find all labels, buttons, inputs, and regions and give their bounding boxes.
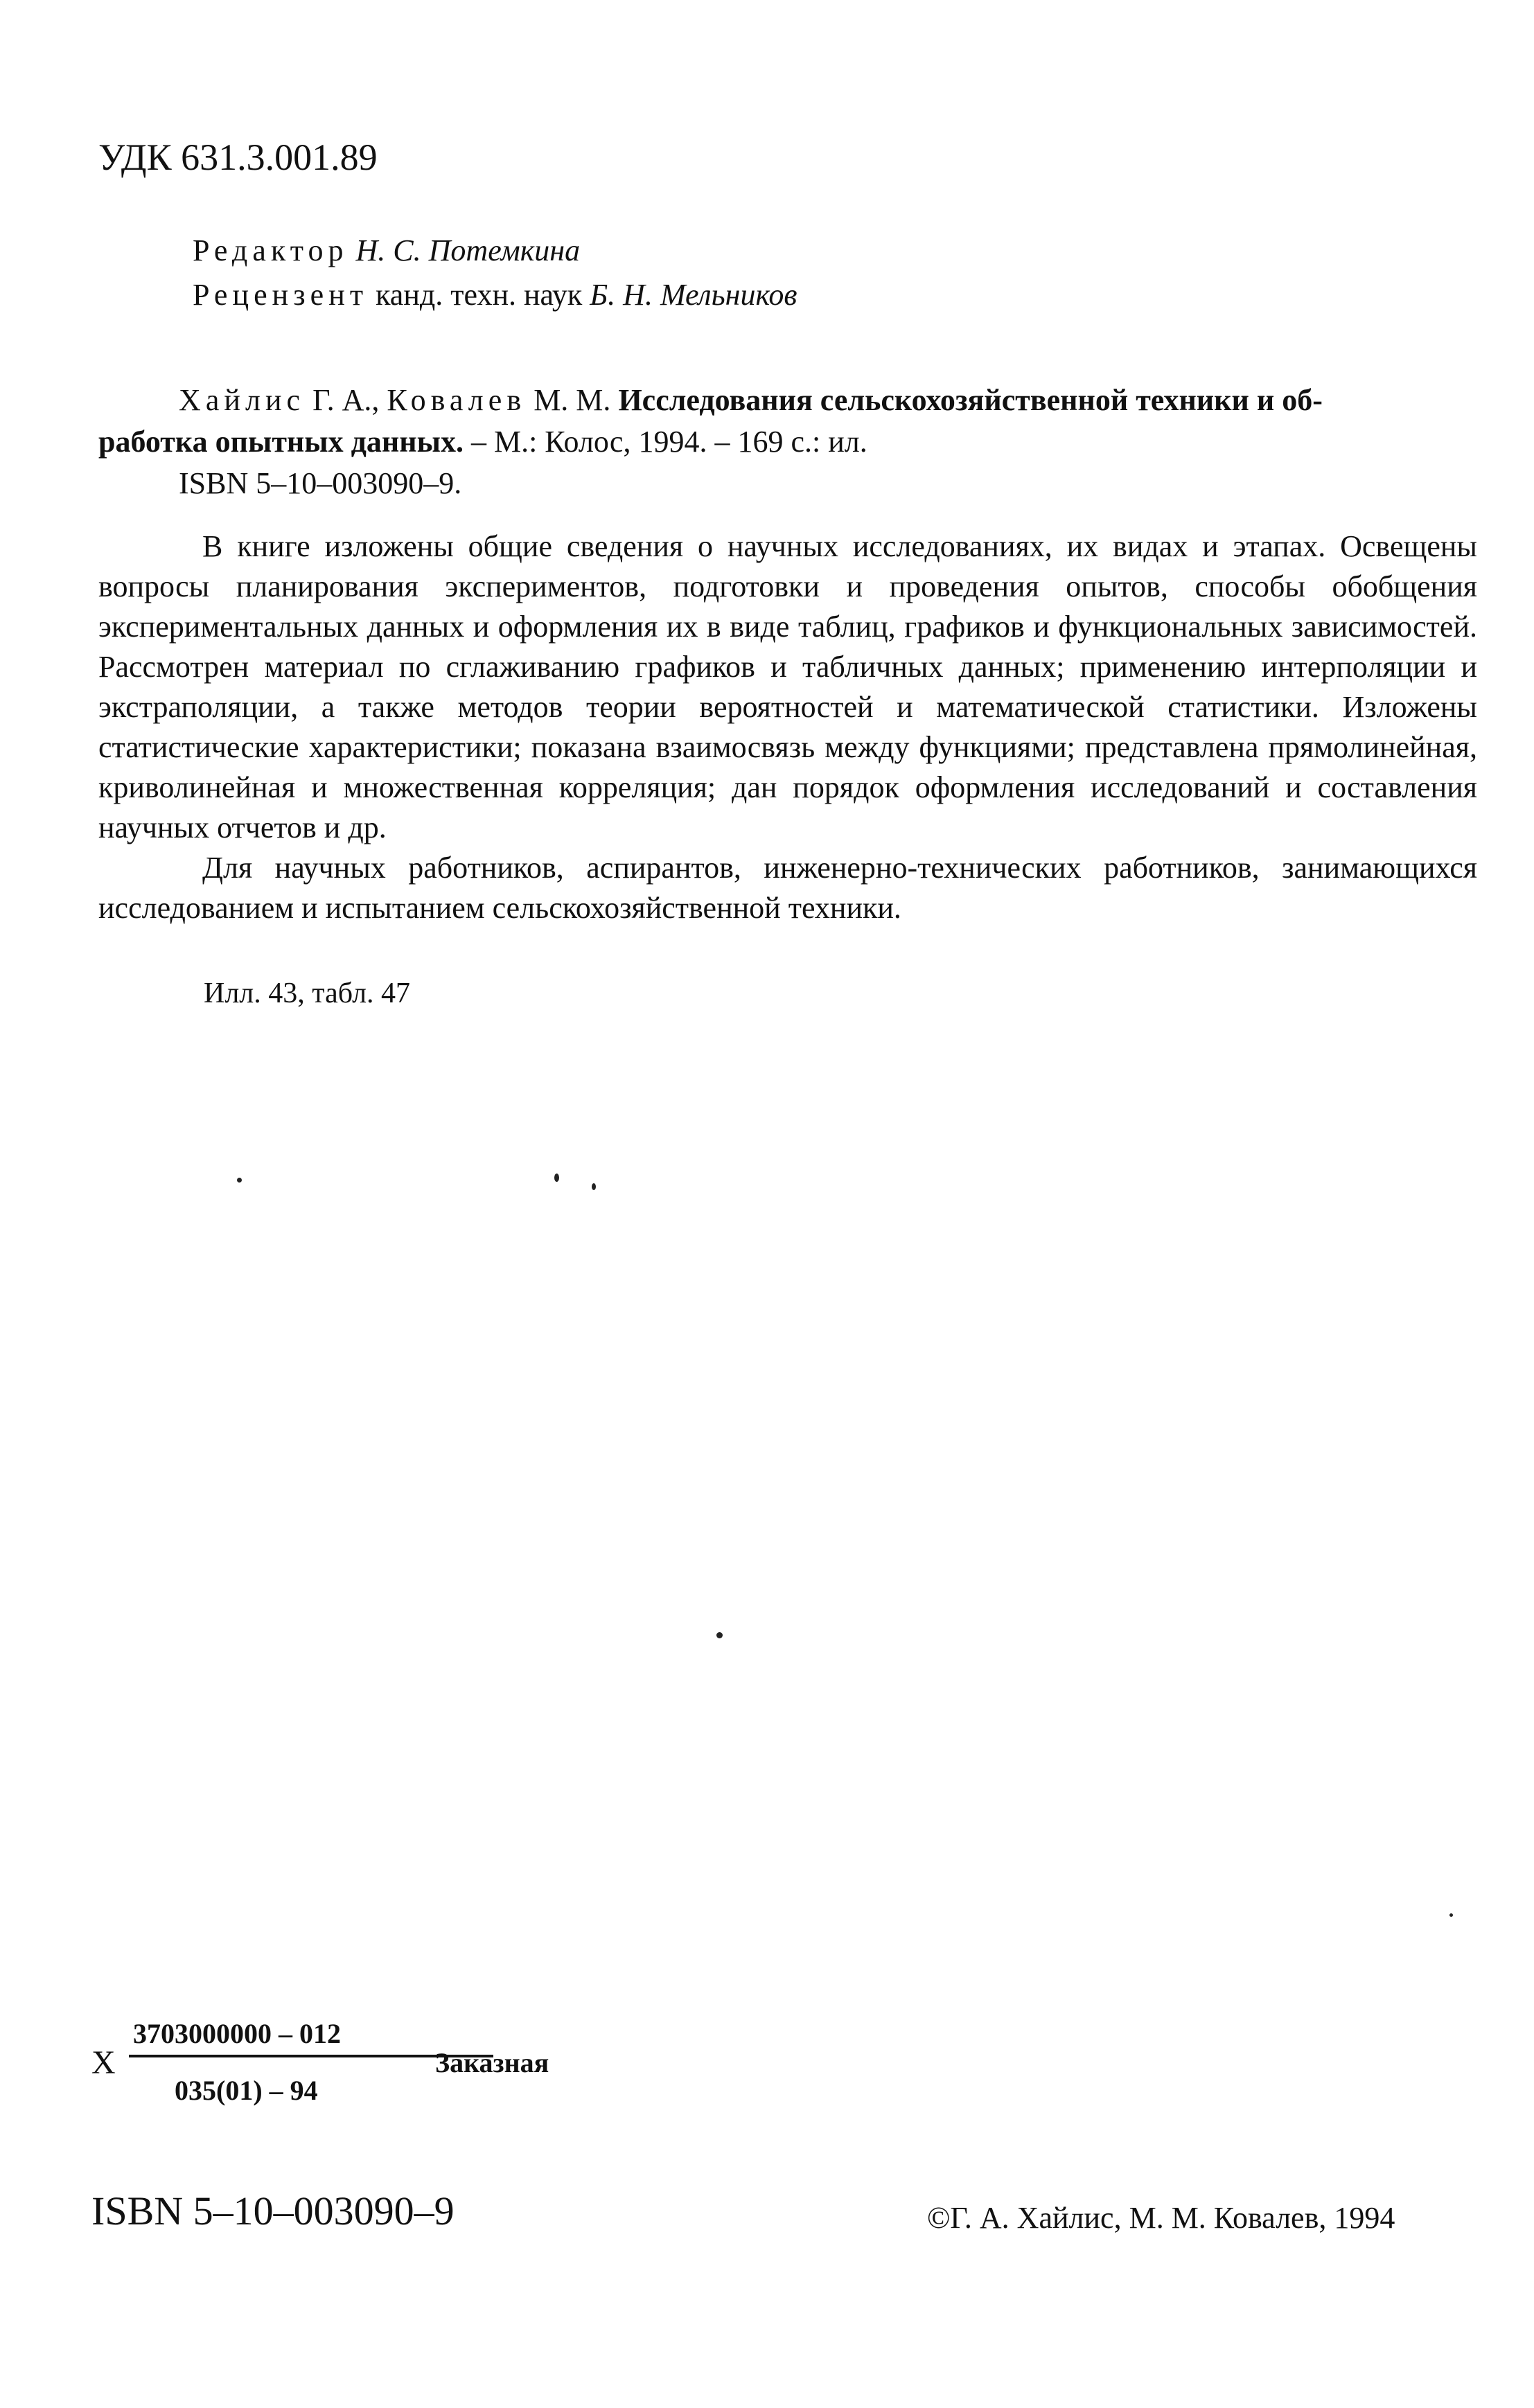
book-title-part2: работка опытных данных. — [98, 425, 464, 459]
reviewer-label: Рецензент — [193, 278, 369, 312]
isbn: ISBN 5–10–003090–9 — [91, 2188, 455, 2233]
annotation — [98, 526, 1477, 928]
editor-label: Редактор — [193, 233, 349, 267]
reviewer-name: Б. Н. Мельников — [590, 278, 797, 312]
scan-speck — [1449, 1913, 1453, 1917]
audience-paragraph: Для научных работников, аспирантов, инженерно-технических работников, занимающихся исследованием и испытанием сельскохозяйственной техники. — [98, 851, 1477, 925]
code-numerator: 3703000000 – 012 — [133, 2018, 341, 2049]
author1-surname: Хайлис — [179, 383, 306, 417]
scan-speck — [716, 1632, 723, 1638]
book-title-part1: Исследования сельскохозяйственной техники и об- — [618, 383, 1323, 417]
bibliographic-record-line2 — [98, 424, 867, 459]
scan-speck — [592, 1183, 596, 1190]
author1-initials: Г. А., — [312, 383, 380, 417]
reviewer-credit — [193, 277, 797, 312]
reviewer-degree: канд. техн. наук — [376, 278, 583, 312]
bibliographic-record-line1 — [179, 382, 1323, 418]
author2-surname: Ковалев — [387, 383, 527, 417]
annotation-paragraph: В книге изложены общие сведения о научных исследованиях, их видах и этапах. Освещены вопросы планирования экспериментов, подготовки и проведения опытов, способы обобщения экспериментальных данных и оформления их в виде таблиц, графиков и функциональных зависимостей. Рассмотрен материал по сглаживанию графиков и табличных данных; применению интерполяции и экстраполяции, а также методов теории вероятностей и математической статистики. Изложены статистические характеристики; показана взаимосвязь между функциями; представлена прямолинейная, криволинейная и множественная корреляция; дан порядок оформления исследований и составления научных отчетов и др. — [98, 529, 1477, 844]
bibliographic-isbn: ISBN 5–10–003090–9. — [179, 466, 462, 500]
editor-credit — [193, 233, 580, 268]
editor-name: Н. С. Потемкина — [355, 233, 581, 267]
code-prefix: Х — [91, 2044, 116, 2081]
order-type: Заказная — [435, 2047, 549, 2078]
copyright: ©Г. А. Хайлис, М. М. Ковалев, 1994 — [927, 2201, 1395, 2235]
scan-speck — [237, 1178, 242, 1183]
illustrations-count: Илл. 43, табл. 47 — [204, 977, 411, 1009]
scan-speck — [554, 1174, 559, 1182]
imprint: – М.: Колос, 1994. – 169 с.: ил. — [470, 425, 867, 459]
code-denominator: 035(01) – 94 — [175, 2075, 318, 2106]
udk-code: УДК 631.3.001.89 — [98, 136, 378, 178]
author2-initials: М. М. — [534, 383, 611, 417]
